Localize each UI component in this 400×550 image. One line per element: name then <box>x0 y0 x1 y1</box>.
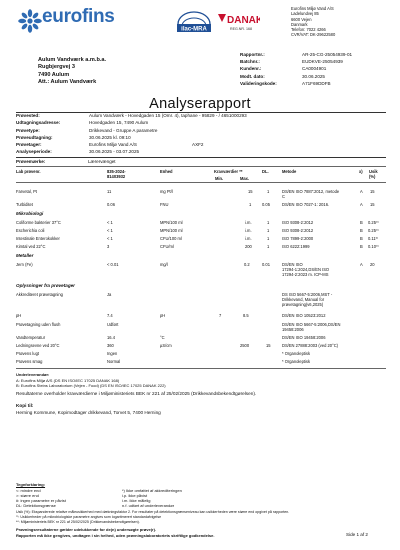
received-date: 30.06.2025 <box>302 73 325 79</box>
param-uncert: 15 <box>370 202 375 207</box>
eurofins-flower-icon <box>16 8 44 34</box>
legend-note: ⁰⁾: Usikkerheder på mikrobiologiske parametre angives som logaritmerert standardafvigelse <box>16 515 162 519</box>
param-uncert: 15 <box>370 189 375 194</box>
param-unit: FNU <box>160 202 169 207</box>
param-min: 7 <box>219 313 222 318</box>
legend-item: #: ingen parametre er påvist <box>16 498 66 503</box>
address-line: Danmark <box>291 21 308 27</box>
param-method: ISO 9308-2:2012 <box>282 228 314 233</box>
analysis-period: 30.06.2025 - 03.07.2025 <box>89 149 140 155</box>
param-unit: mg Pt/l <box>160 189 173 194</box>
legend-note: **: Miljøministeriets BEK nr 221 af 25/02/2025 (Drikkevandsbekendtgørelsen). <box>16 520 140 524</box>
page-title: Analyserapport <box>149 96 251 112</box>
sample-info <box>16 113 386 157</box>
param-dl: 0.01 <box>262 262 270 267</box>
param-method-cont: Drikkevand, Manual for <box>282 297 325 302</box>
legend-title: Tegnforklaring: <box>16 482 46 487</box>
meta-key: Rapportnr.: <box>240 52 265 57</box>
param-unit: °C <box>160 335 165 340</box>
svg-text:REG.NR. 168: REG.NR. 168 <box>230 27 252 31</box>
param-uncert: 0.11⁰⁾ <box>368 236 379 241</box>
param-max: 2500 <box>240 343 250 348</box>
result-statement: Resultaterne overholder kravværdierne i Miljøministeriets BEK nr 221 af 25/02/2025 (Drikkevandsbekendtgørelsen). <box>16 391 257 396</box>
sample-key: Prøvetype: <box>16 127 40 133</box>
th-unit: Enhed <box>160 169 173 174</box>
ilac-mra-logo <box>175 10 213 38</box>
param-max: i.m. <box>245 228 252 233</box>
param-dl: 1 <box>267 244 270 249</box>
meta-key: Modt. dato: <box>240 73 265 79</box>
customer-number: CA0004901 <box>302 66 327 72</box>
param-name: Prøvens smag <box>16 359 43 364</box>
param-name: Prøvetagning uden flush <box>16 322 61 327</box>
param-value: < 1 <box>107 236 113 241</box>
validity-notice: Prøvningsresultaterne gælder udelukkende for de(n) undersøgte prøve(r). <box>16 527 157 532</box>
param-dl: 1 <box>267 189 270 194</box>
address-line: Ladelundvej 85 <box>291 11 319 17</box>
param-uncert: 20 <box>370 262 375 267</box>
meta-key: Kundenr.: <box>240 66 262 72</box>
param-method: DS/EN ISO 7027-1: 2016. <box>282 202 330 207</box>
param-name: Prøvens lugt <box>16 351 39 356</box>
legend-item: DL: Detektionsgrænse <box>16 503 56 508</box>
param-value: < 1 <box>107 228 113 233</box>
param-max: i.m. <box>245 220 252 225</box>
eurofins-wordmark: eurofins <box>42 6 115 27</box>
report-meta <box>240 52 390 88</box>
section-sampler-info: Oplysninger fra prøvetager <box>16 283 75 288</box>
subcontractor-line: B: Eurofins Steins Laboratorium (Vejen - Food) (DS EN ISO/IEC 17025 DANAK 222) <box>16 383 166 388</box>
sample-key: Udtagningsadresse: <box>16 120 61 126</box>
legend-item: *) Ikke omfattet af akkrediteringen <box>122 488 182 493</box>
sample-address: Hovedgaden 15, 7490 Aulum <box>89 120 149 126</box>
sample-key: Analyseperiode: <box>16 149 52 155</box>
report-number: AR-25-CG-25054939-01 <box>302 52 353 57</box>
param-value: 0.06 <box>107 202 115 207</box>
th-min: Min. <box>215 176 224 181</box>
param-value: < 1 <box>107 220 113 225</box>
recipient-line: Rugbjergvej 3 <box>38 64 75 71</box>
reproduction-notice: Rapporten må ikke gengives, undtagen i sin helhed, uden prøvningslaboratoriets skriftlige godkendelse. <box>16 533 215 538</box>
meta-key: Valideringskode: <box>240 80 277 86</box>
param-method: DS/EN 27888:2003 (ved 20°C) <box>282 343 339 348</box>
param-max: 1 <box>249 202 252 207</box>
param-uncert: 0.10⁰⁾ <box>368 244 379 249</box>
th-uncert-unit: (%) <box>369 174 376 179</box>
address-line: Telefon: 7022 4266 <box>291 27 326 33</box>
sampler-code: AXF2 <box>192 142 204 148</box>
subcontractor-line: A: Eurofins Miljø A/S (DS EN ISO/IEC 17025 DANAK 168) <box>16 378 120 383</box>
param-method-cont: prøvetagning(v6,2025) <box>282 302 324 307</box>
param-value: 7.4 <box>107 313 113 318</box>
param-unit: µS/cm <box>160 343 172 348</box>
section-microbiology: Mikrobiologi <box>16 211 44 216</box>
param-name: Intestinale Enterokokker <box>16 236 60 241</box>
svg-text:DANAK: DANAK <box>227 15 260 26</box>
param-method: ISO 6222:1999 <box>282 244 310 249</box>
param-method: DS/EN ISO 5667-5:2006,DS/EN <box>282 322 341 327</box>
param-method: * Organoleptisk <box>282 351 310 356</box>
param-method-cont: 19458:2006 <box>282 327 304 332</box>
address-line: Eurofins Miljø Vand A/S <box>291 6 334 11</box>
legend-note: Usik (%): Ekspanderede relative måleusikkerhed med dækningsfaktor 2. For resultater på detektionsgrænseniveau kan usikkerheden være større end opgivet på rapporten. <box>16 510 290 514</box>
th-uncert: Usik <box>369 169 378 174</box>
address-line: CVR/VAT: DK-29622580 <box>291 32 336 38</box>
divider <box>16 182 386 183</box>
param-unit: MPN/100 ml <box>160 228 183 233</box>
legend-item: >: større end <box>16 493 39 498</box>
param-name: Coliforme bakterier 37°C <box>16 220 61 225</box>
param-value: Normal <box>107 359 121 364</box>
sample-key: Prøvetager: <box>16 142 42 148</box>
legend-item: <: mindre end <box>16 488 41 493</box>
danak-logo <box>216 10 260 34</box>
param-value: 16.4 <box>107 335 115 340</box>
param-name: Jern (Fe) <box>16 262 33 267</box>
param-value: < 0.01 <box>107 262 119 267</box>
address-line: 6600 Vejen <box>291 16 312 22</box>
param-max: 200 <box>245 244 252 249</box>
recipient-block <box>38 57 106 86</box>
param-name: Kimtal ved 22°C <box>16 244 46 249</box>
lab-address <box>291 6 335 38</box>
param-value: 3 <box>107 244 110 249</box>
param-method: ISO 9308-2:2012 <box>282 220 314 225</box>
param-value: Ja <box>107 292 112 297</box>
param-method-cont: C <box>282 194 285 199</box>
param-name: Farvetal, Pt <box>16 189 37 194</box>
legend-item: i.p. ikke påvist <box>122 493 148 498</box>
param-value: 11 <box>107 189 112 194</box>
legend-item: i.m. ikke målelig <box>122 498 151 503</box>
param-name: Escherichia coli <box>16 228 45 233</box>
ilac-text: ilac-MRA <box>181 26 207 33</box>
param-dl: 0.05 <box>262 202 270 207</box>
param-note: B <box>360 244 363 249</box>
param-dl: 1 <box>267 236 270 241</box>
param-name: Vandtemperatur <box>16 335 46 340</box>
divider <box>16 157 386 158</box>
param-note: B <box>360 236 363 241</box>
param-note: B <box>360 228 363 233</box>
param-value: Ingen <box>107 351 118 356</box>
param-method: * Organoleptisk <box>282 359 310 364</box>
param-method: DS/EN ISO 19458:2006 <box>282 335 326 340</box>
param-max: 15 <box>248 189 253 194</box>
th-note: x) <box>359 169 363 174</box>
param-dl: 15 <box>266 343 271 348</box>
param-max: 8.5 <box>243 313 249 318</box>
param-method: ISO 7899-2:2000 <box>282 236 314 241</box>
param-unit: pH <box>160 313 166 318</box>
param-method: DS/EN ISO 10523:2012 <box>282 313 326 318</box>
param-value: Udført <box>107 322 119 327</box>
sample-key: Prøveudtagning: <box>16 134 53 140</box>
param-name: pH <box>16 313 22 318</box>
param-name: Ledningsevne ved 20°C <box>16 343 60 348</box>
sample-marker-key: Prøvemærke: <box>16 159 46 164</box>
param-unit: CFU/100 ml <box>160 236 182 241</box>
param-note: A <box>360 189 363 194</box>
param-unit: mg/l <box>160 262 168 267</box>
section-metals: Metaller <box>16 253 34 258</box>
recipient-line: Att.: Aulum Vandværk <box>38 78 97 85</box>
sample-type: Drikkevand - Gruppe A parametre <box>89 127 158 133</box>
param-name: Turbiditet <box>16 202 33 207</box>
sample-site: Aulum Vandværk - Hovedgaden 15 (Omr. 4), taphane - 95829 - / 4651000293 <box>89 113 247 118</box>
param-dl: 1 <box>267 220 270 225</box>
param-note: A <box>360 262 363 267</box>
divider <box>16 368 386 369</box>
subcontractor-title: Underleverandør: <box>16 372 50 377</box>
recipient-line: Aulum Vandværk a.m.b.a. <box>38 57 107 63</box>
th-krav: Kravværdier ** <box>214 169 243 174</box>
copy-recipient: Herning Kommune, Kopimodtager drikkevand, Torvet 5, 7400 Herning <box>16 410 161 415</box>
batch-number: EUDKVE-25054939 <box>302 59 343 65</box>
th-method: Metode <box>282 169 297 174</box>
param-method-cont: 17294-2:2023 m. ICP-MS <box>282 272 329 277</box>
sample-marker: Lærervænget <box>88 159 116 164</box>
validation-code: A71F69DDFB <box>302 80 331 86</box>
meta-key: Batchnr.: <box>240 59 260 65</box>
th-lab: Lab prøvenr. <box>16 169 41 174</box>
param-method: DS/EN ISO 7887:2012, metode <box>282 189 340 194</box>
th-id1: 835-2024- <box>107 169 126 174</box>
param-uncert: 0.25⁰⁾ <box>368 220 379 225</box>
legend-item: n.f. udført af underleverandør <box>122 503 175 508</box>
param-max: 0.2 <box>244 262 250 267</box>
sample-key: Prøvested: <box>16 113 40 118</box>
sampling-date: 30.06.2025 kl. 09:10 <box>89 134 131 140</box>
sampler: Eurofins Miljø Vand A/S <box>89 142 137 148</box>
param-method: DS/EN ISO <box>282 262 303 267</box>
recipient-line: 7490 Aulum <box>38 71 70 78</box>
param-uncert: 0.25⁰⁾ <box>368 228 379 233</box>
param-unit: MPN/100 ml <box>160 220 183 225</box>
th-max: Max. <box>240 176 250 181</box>
page-number: Side 1 af 2 <box>346 532 368 537</box>
copy-title: Kopi til: <box>16 403 34 408</box>
param-dl: 1 <box>267 228 270 233</box>
param-note: B <box>360 220 363 225</box>
divider <box>16 166 386 167</box>
param-value: 360 <box>107 343 114 348</box>
th-id2: 81403932 <box>107 174 126 179</box>
param-name: Akkrediteret prøvetagning <box>16 292 63 297</box>
th-dl: DL. <box>262 169 269 174</box>
param-method: DS ISO 5667-5:2006,MST - <box>282 292 333 297</box>
param-max: i.m. <box>245 236 252 241</box>
param-method-cont: 17294-1:2024,DS/EN ISO <box>282 267 330 272</box>
param-note: A <box>360 202 363 207</box>
param-unit: CFU/ml <box>160 244 174 249</box>
